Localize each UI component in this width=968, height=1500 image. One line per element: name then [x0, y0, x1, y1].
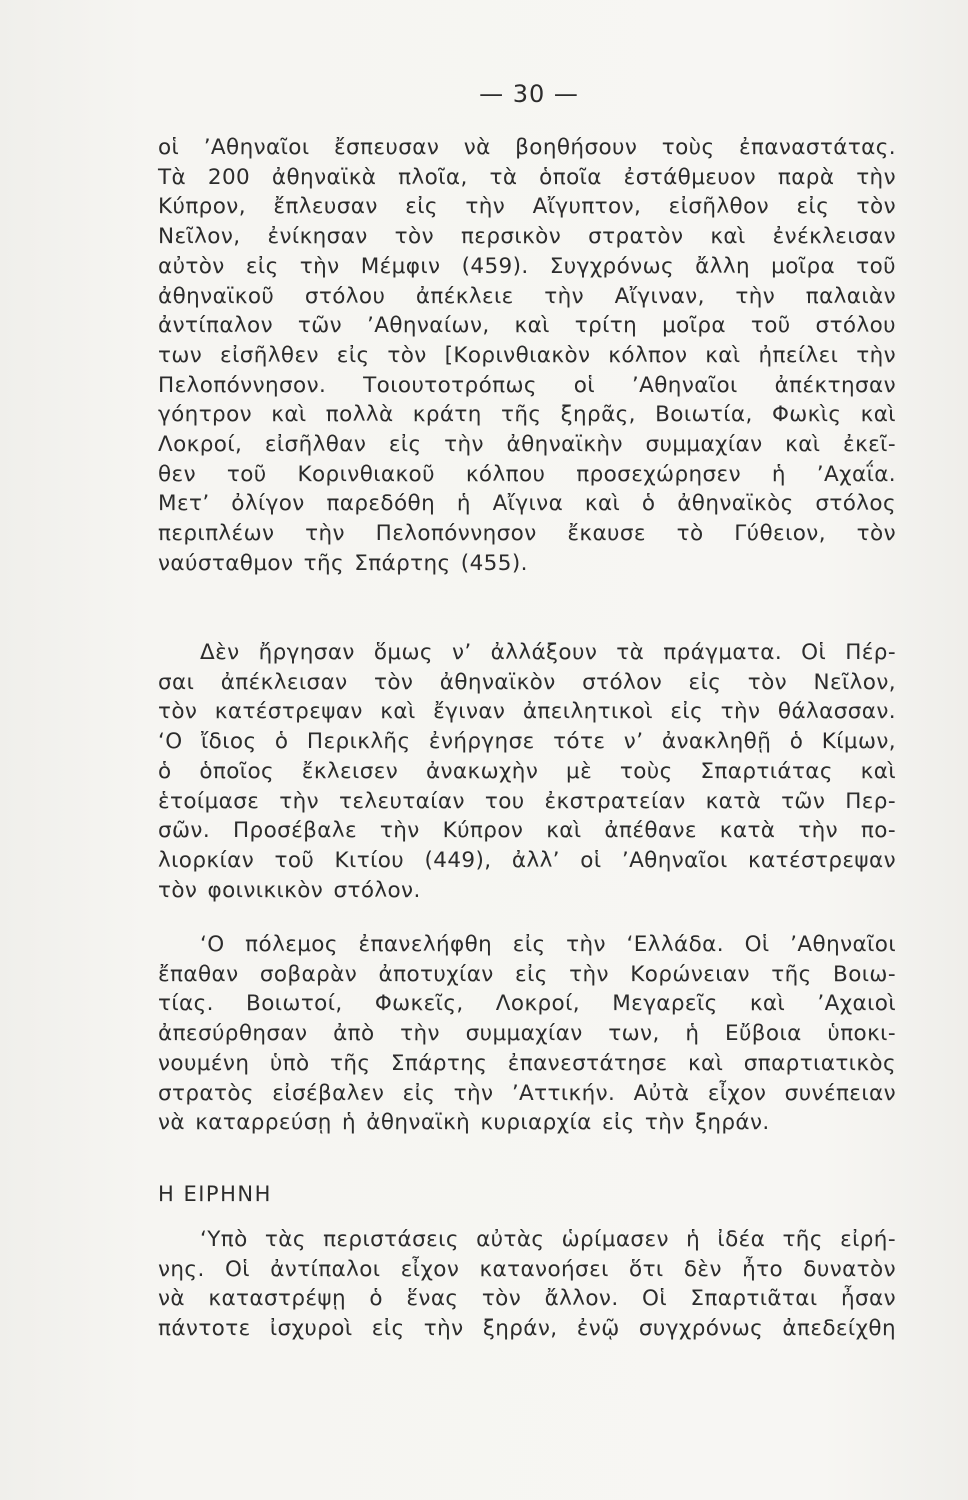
text-line: νης. Οἱ ἀντίπαλοι εἶχον κατανοήσει ὅτι δὲν ἦτο δυνατὸν	[158, 1256, 896, 1282]
text-line: ἀθηναϊκοῦ στόλου ἀπέκλειε τὴν Αἴγιναν, τὴν παλαιὰν	[158, 283, 896, 309]
paragraph-1	[158, 133, 896, 579]
text-line: Μετ’ ὀλίγον παρεδόθη ἡ Αἴγινα καὶ ὁ ἀθηναϊκὸς στόλος	[158, 491, 896, 517]
text-line: τίας. Βοιωτοί, Φωκεῖς, Λοκροί, Μεγαρεῖς καὶ ’Αχαιοὶ	[158, 991, 896, 1017]
text-line: ‘Ο ἴδιος ὁ Περικλῆς ἐνήργησε τότε ν’ ἀνακληθῇ ὁ Κίμων,	[158, 729, 896, 755]
text-line: σαι ἀπέκλεισαν τὸν ἀθηναϊκὸν στόλον εἰς τὸν Νεῖλον,	[158, 669, 896, 695]
text-line: νὰ καταστρέψῃ ὁ ἕνας τὸν ἄλλον. Οἱ Σπαρτιᾶται ἦσαν	[158, 1286, 896, 1312]
text-line: Κύπρον, ἔπλευσαν εἰς τὴν Αἴγυπτον, εἰσῆλθον εἰς τὸν	[158, 194, 896, 220]
text-line: ἔπαθαν σοβαρὰν ἀποτυχίαν εἰς τὴν Κορώνειαν τῆς Βοιω-	[158, 961, 896, 987]
text-line: Νεῖλον, ἐνίκησαν τὸν περσικὸν στρατὸν καὶ ἐνέκλεισαν	[158, 224, 896, 250]
text-line: ὁ ὁποῖος ἔκλεισεν ἀνακωχὴν μὲ τοὺς Σπαρτιάτας καὶ	[158, 758, 896, 784]
text-line: Πελοπόννησον. Τοιουτοτρόπως οἱ ’Αθηναῖοι ἀπέκτησαν	[158, 372, 896, 398]
text-line: νουμένη ὑπὸ τῆς Σπάρτης ἐπανεστάτησε καὶ σπαρτιατικὸς	[158, 1050, 896, 1076]
text-line: των εἰσῆλθεν εἰς τὸν [Κορινθιακὸν κόλπον καὶ ἠπείλει τὴν	[158, 342, 896, 368]
paragraph-2	[158, 638, 896, 905]
text-line: Δὲν ἤργησαν ὅμως ν’ ἀλλάξουν τὰ πράγματα. Οἱ Πέρ-	[200, 640, 896, 665]
section-paragraph	[158, 1225, 896, 1344]
text-line: Τὰ 200 ἀθηναϊκὰ πλοῖα, τὰ ὁποῖα ἐστάθμευον παρὰ τὴν	[158, 164, 896, 190]
paragraph-3	[158, 930, 896, 1138]
text-line: Λοκροί, εἰσῆλθαν εἰς τὴν ἀθηναϊκὴν συμμαχίαν καὶ ἐκεῖ-	[158, 432, 896, 458]
text-line: ναύσταθμον τῆς Σπάρτης (455).	[158, 550, 528, 576]
text-line: θεν τοῦ Κορινθιακοῦ κόλπου προσεχώρησεν ἡ ’Αχαΐα.	[158, 461, 896, 487]
text-line: λιορκίαν τοῦ Κιτίου (449), ἀλλ’ οἱ ’Αθηναῖοι κατέστρεψαν	[158, 847, 896, 873]
text-line: νὰ καταρρεύσῃ ἡ ἀθηναϊκὴ κυριαρχία εἰς τὴν ξηράν.	[158, 1110, 770, 1136]
text-line: αὐτὸν εἰς τὴν Μέμφιν (459). Συγχρόνως ἄλλη μοῖρα τοῦ	[158, 253, 896, 279]
text-line: πάντοτε ἰσχυροὶ εἰς τὴν ξηράν, ἐνῷ συγχρόνως ἀπεδείχθη	[158, 1316, 896, 1342]
text-line: ἀπεσύρθησαν ἀπὸ τὴν συμμαχίαν των, ἡ Εὔβοια ὑποκι-	[158, 1021, 896, 1047]
text-line: ἑτοίμασε τὴν τελευταίαν του ἐκστρατείαν κατὰ τῶν Περ-	[158, 788, 896, 814]
text-line: τὸν φοινικικὸν στόλον.	[158, 877, 421, 903]
text-line: περιπλέων τὴν Πελοπόννησον ἔκαυσε τὸ Γύθειον, τὸν	[158, 521, 896, 547]
page-number: — 30 —	[479, 80, 579, 108]
text-line: τὸν κατέστρεψαν καὶ ἔγιναν ἀπειλητικοὶ εἰς τὴν θάλασσαν.	[158, 699, 896, 725]
text-line: οἱ ’Αθηναῖοι ἔσπευσαν νὰ βοηθήσουν τοὺς ἐπαναστάτας.	[158, 135, 896, 160]
text-line: γόητρον καὶ πολλὰ κράτη τῆς ξηρᾶς, Βοιωτία, Φωκὶς καὶ	[158, 402, 896, 428]
text-line: ἀντίπαλον τῶν ’Αθηναίων, καὶ τρίτη μοῖρα τοῦ στόλου	[158, 313, 896, 339]
section-heading: Η ΕΙΡΗΝΗ	[158, 1182, 272, 1206]
text-line: σῶν. Προσέβαλε τὴν Κύπρον καὶ ἀπέθανε κατὰ τὴν πο-	[158, 818, 896, 844]
text-line: ‘Υπὸ τὰς περιστάσεις αὐτὰς ὡρίμασεν ἡ ἰδέα τῆς εἰρή-	[200, 1227, 896, 1252]
text-line: ‘Ο πόλεμος ἐπανελήφθη εἰς τὴν ‘Ελλάδα. Οἱ ’Αθηναῖοι	[200, 932, 896, 957]
text-line: στρατὸς εἰσέβαλεν εἰς τὴν ’Αττικήν. Αὐτὰ εἶχον συνέπειαν	[158, 1080, 896, 1106]
